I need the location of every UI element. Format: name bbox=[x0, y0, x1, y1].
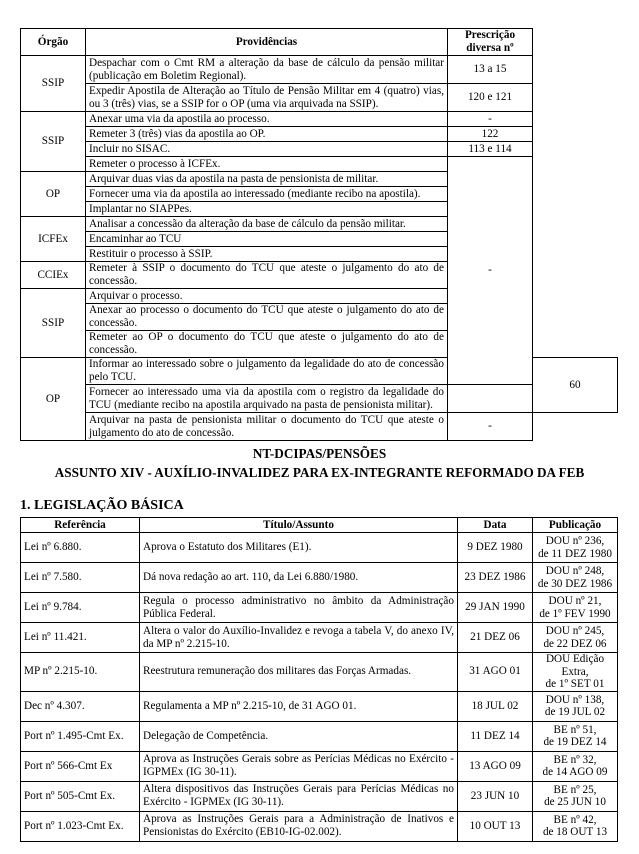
publicacao-line: BE nº 51, bbox=[553, 723, 597, 736]
data-cell: 29 JAN 1990 bbox=[458, 593, 533, 623]
publicacao-date: de 19 JUL 02 bbox=[544, 706, 606, 718]
providencia-cell: Fornecer ao interessado uma via da apostila com o registro da legalidade do TCU (mediante recibo na apostila arquivado na pasta de pensionista militar). bbox=[86, 385, 448, 413]
referencia-cell: Dec nº 4.307. bbox=[21, 691, 140, 721]
section-title: 1. LEGISLAÇÃO BÁSICA bbox=[20, 498, 184, 513]
providencia-cell: Incluir no SISAC. bbox=[86, 142, 448, 157]
prescricao-cell: 113 e 114 bbox=[448, 142, 533, 157]
providencia-cell: Anexar uma via da apostila ao processo. bbox=[86, 112, 448, 127]
data-cell: 10 OUT 13 bbox=[458, 811, 533, 841]
publicacao-date: de 25 JUN 10 bbox=[544, 796, 606, 808]
publicacao-line: DOU nº 245, bbox=[545, 625, 605, 637]
referencia-cell: Lei nº 7.580. bbox=[21, 563, 140, 593]
titulo-cell: Altera o valor do Auxílio-Invalidez e revoga a tabela V, do anexo IV, da MP nº 2.215-10. bbox=[140, 623, 458, 653]
table-row bbox=[21, 563, 618, 593]
publicacao-cell bbox=[533, 623, 618, 653]
table-row bbox=[21, 593, 618, 623]
col-header-publicacao: Publicação bbox=[533, 518, 618, 533]
prescricao-cell: - bbox=[448, 157, 533, 385]
titulo-cell: Altera dispositivos das Instruções Gerais para Perícias Médicas no Exército - IGPMEx (IG 30-11). bbox=[140, 781, 458, 811]
providencia-cell: Remeter o processo à ICFEx. bbox=[86, 157, 448, 172]
providencia-cell: Fornecer uma via da apostila ao interessado (mediante recibo na apostila). bbox=[86, 187, 448, 202]
table-row bbox=[21, 781, 618, 811]
publicacao-line: BE nº 25, bbox=[553, 783, 597, 796]
providencia-cell: Arquivar duas vias da apostila na pasta de pensionista de militar. bbox=[86, 172, 448, 187]
publicacao-cell bbox=[533, 533, 618, 563]
providencia-cell: Analisar a concessão da alteração da base de cálculo da pensão militar. bbox=[86, 217, 448, 232]
col-header-prescricao: Prescrição diversa nº bbox=[448, 29, 533, 56]
orgao-cell: ICFEx bbox=[21, 217, 86, 262]
publicacao-date: de 18 OUT 13 bbox=[542, 826, 608, 838]
providencia-cell: Implantar no SIAPPes. bbox=[86, 202, 448, 217]
providencia-cell: Remeter à SSIP o documento do TCU que ateste o julgamento do ato de concessão. bbox=[86, 262, 448, 289]
publicacao-date: de 14 AGO 09 bbox=[542, 766, 608, 778]
table-row bbox=[21, 533, 618, 563]
data-cell: 9 DEZ 1980 bbox=[458, 533, 533, 563]
publicacao-cell bbox=[533, 751, 618, 781]
publicacao-date: de 1º SET 01 bbox=[545, 678, 605, 690]
providencia-cell: Informar ao interessado sobre o julgamento da legalidade do ato de concessão pelo TCU. bbox=[86, 358, 448, 385]
col-header-titulo: Título/Assunto bbox=[140, 518, 458, 533]
titulo-cell: Dá nova redação ao art. 110, da Lei 6.880/1980. bbox=[140, 563, 458, 593]
data-cell: 31 AGO 01 bbox=[458, 653, 533, 692]
referencia-cell: Lei nº 6.880. bbox=[21, 533, 140, 563]
providencia-cell: Despachar com o Cmt RM a alteração da base de cálculo da pensão militar (publicação em Boletim Regional). bbox=[86, 56, 448, 84]
publicacao-line: DOU nº 236, bbox=[545, 535, 605, 547]
orgao-cell: SSIP bbox=[21, 289, 86, 358]
prescricao-cell: - bbox=[448, 112, 533, 127]
prescricao-cell: 122 bbox=[448, 127, 533, 142]
data-cell: 21 DEZ 06 bbox=[458, 623, 533, 653]
publicacao-date: de 30 DEZ 1986 bbox=[537, 577, 613, 590]
referencia-cell: MP nº 2.215-10. bbox=[21, 653, 140, 692]
data-cell: 13 AGO 09 bbox=[458, 751, 533, 781]
data-cell: 18 JUL 02 bbox=[458, 691, 533, 721]
prescricao-cell: - bbox=[448, 413, 533, 441]
publicacao-line: DOU nº 21, bbox=[548, 595, 602, 607]
publicacao-line: DOU nº 138, bbox=[545, 693, 605, 706]
publicacao-date: de 11 DEZ 1980 bbox=[538, 547, 612, 560]
providencia-cell: Expedir Apostila de Alteração ao Título de Pensão Militar em 4 (quatro) vias, ou 3 (três) vias, se a SSIP for o OP (uma via arquivada na SSIP). bbox=[86, 84, 448, 112]
referencia-cell: Lei nº 9.784. bbox=[21, 593, 140, 623]
publicacao-cell bbox=[533, 563, 618, 593]
col-header-providencias: Providências bbox=[86, 29, 448, 56]
titulo-cell: Reestrutura remuneração dos militares das Forças Armadas. bbox=[140, 653, 458, 692]
prescricao-cell: 60 bbox=[533, 358, 618, 413]
providencia-cell: Arquivar na pasta de pensionista militar o documento do TCU que ateste o julgamento do ato de concessão. bbox=[86, 413, 448, 441]
data-cell: 23 JUN 10 bbox=[458, 781, 533, 811]
table-row bbox=[21, 751, 618, 781]
prescricao-cell: 13 a 15 bbox=[448, 56, 533, 84]
publicacao-cell bbox=[533, 811, 618, 841]
publicacao-cell bbox=[533, 781, 618, 811]
orgao-cell: SSIP bbox=[21, 56, 86, 112]
table-row bbox=[21, 721, 618, 751]
providencia-cell: Remeter 3 (três) vias da apostila ao OP. bbox=[86, 127, 448, 142]
data-cell: 23 DEZ 1986 bbox=[458, 563, 533, 593]
orgao-cell: SSIP bbox=[21, 112, 86, 172]
titulo-cell: Aprova o Estatuto dos Militares (E1). bbox=[140, 533, 458, 563]
prescricao-cell: 120 e 121 bbox=[448, 84, 533, 112]
referencia-cell: Port nº 1.495-Cmt Ex. bbox=[21, 721, 140, 751]
publicacao-line: DOU nº 248, bbox=[545, 565, 605, 577]
publicacao-cell bbox=[533, 593, 618, 623]
titulo-cell: Delegação de Competência. bbox=[140, 721, 458, 751]
data-cell: 11 DEZ 14 bbox=[458, 721, 533, 751]
publicacao-date: de 1º FEV 1990 bbox=[539, 607, 611, 620]
referencia-cell: Lei nº 11.421. bbox=[21, 623, 140, 653]
orgao-cell: CCIEx bbox=[21, 262, 86, 289]
subject-heading: ASSUNTO XIV - AUXÍLIO-INVALIDEZ PARA EX-INTEGRANTE REFORMADO DA FEB bbox=[54, 465, 585, 480]
publicacao-cell bbox=[533, 653, 618, 692]
orgao-cell: OP bbox=[21, 172, 86, 217]
col-header-data: Data bbox=[458, 518, 533, 533]
publicacao-cell bbox=[533, 691, 618, 721]
publicacao-date: de 22 DEZ 06 bbox=[543, 637, 607, 650]
providencia-cell: Anexar ao processo o documento do TCU que ateste o julgamento do ato de concessão. bbox=[86, 304, 448, 331]
providencia-cell: Remeter ao OP o documento do TCU que ateste o julgamento do ato de concessão. bbox=[86, 331, 448, 358]
orgao-cell: OP bbox=[21, 358, 86, 441]
titulo-cell: Regula o processo administrativo no âmbito da Administração Pública Federal. bbox=[140, 593, 458, 623]
titulo-cell: Aprova as Instruções Gerais para a Administração de Inativos e Pensionistas do Exército (EB10-IG-02.002). bbox=[140, 811, 458, 841]
referencia-cell: Port nº 505-Cmt Ex. bbox=[21, 781, 140, 811]
publicacao-line: BE nº 32, bbox=[553, 753, 597, 766]
referencia-cell: Port nº 1.023-Cmt Ex. bbox=[21, 811, 140, 841]
table-row bbox=[21, 623, 618, 653]
table-row bbox=[21, 691, 618, 721]
col-header-orgao: Órgão bbox=[21, 29, 86, 56]
titulo-cell: Aprova as Instruções Gerais sobre as Perícias Médicas no Exército - IGPMEx (IG 30-11). bbox=[140, 751, 458, 781]
legislacao-table bbox=[20, 517, 618, 842]
publicacao-date: de 19 DEZ 14 bbox=[543, 736, 607, 748]
providencia-cell: Restituir o processo à SSIP. bbox=[86, 247, 448, 262]
document-heading: NT-DCIPAS/PENSÕES bbox=[252, 446, 387, 461]
providencia-cell: Encaminhar ao TCU bbox=[86, 232, 448, 247]
table-row bbox=[21, 811, 618, 841]
publicacao-line: DOU Edição Extra, bbox=[545, 653, 605, 678]
publicacao-line: BE nº 42, bbox=[553, 813, 597, 826]
publicacao-cell bbox=[533, 721, 618, 751]
col-header-referencia: Referência bbox=[21, 518, 140, 533]
providencias-table bbox=[20, 28, 618, 441]
table-row bbox=[21, 653, 618, 692]
titulo-cell: Regulamenta a MP nº 2.215-10, de 31 AGO 01. bbox=[140, 691, 458, 721]
referencia-cell: Port nº 566-Cmt Ex bbox=[21, 751, 140, 781]
providencia-cell: Arquivar o processo. bbox=[86, 289, 448, 304]
